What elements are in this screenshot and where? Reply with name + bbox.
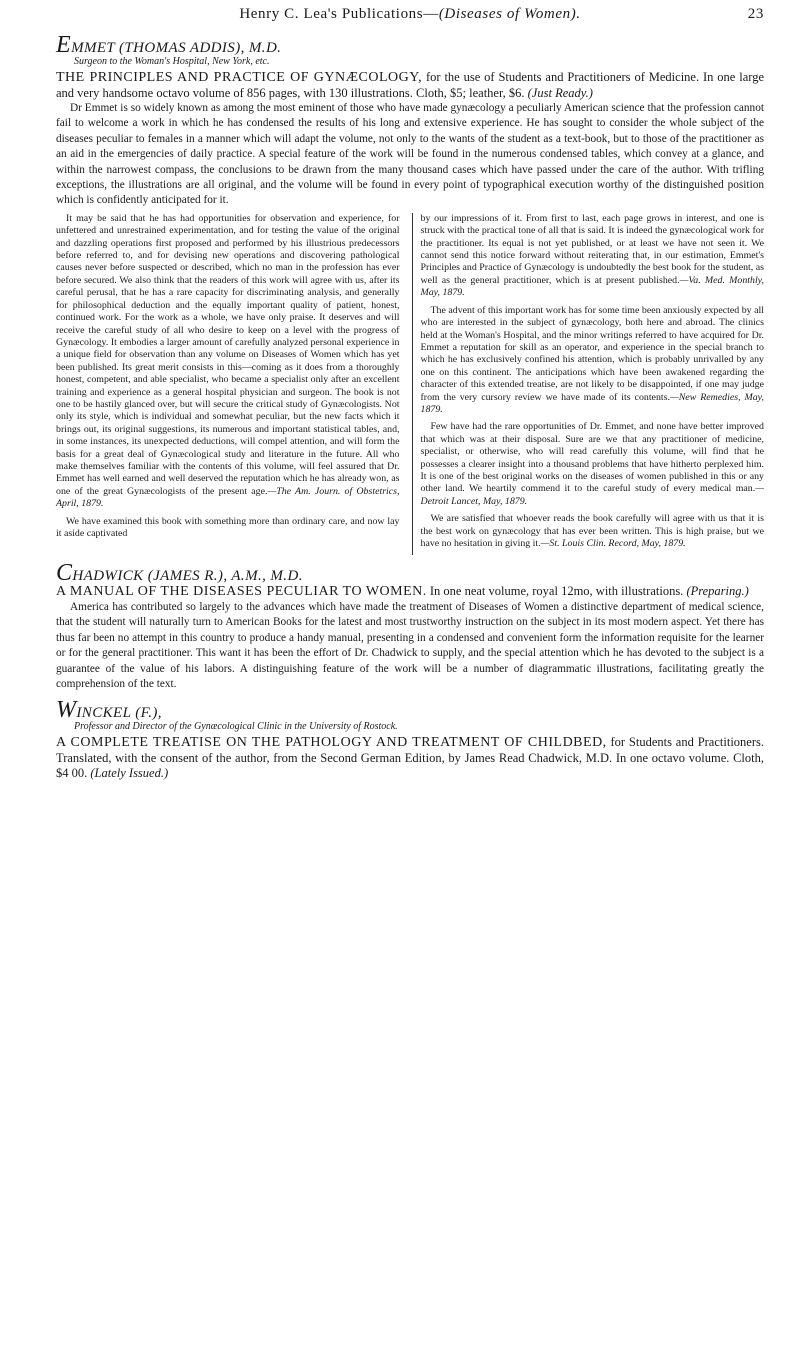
book-title: A COMPLETE TREATISE ON THE PATHOLOGY AND TREATMENT OF CHILDBED, bbox=[56, 735, 607, 751]
author-affiliation: Professor and Director of the Gynæcological Clinic in the University of Rostock. bbox=[74, 721, 398, 733]
review-text: The advent of this important work has for some time been anxiously expected by all who are interested in the subject of gynæcology, both here and abroad. The clinics held at the Woman's Hospital, and the minor writings referred to have acquired for Dr. Emmet a reputation for skill as an operator, and experience in the special branch to which he has exclusively confined his attention, which is probably unrivalled by any one on this continent. The anticipations which have been awakened regarding the character of this extended treatise, are not likely to be disappointed, if one may judge from the very cursory review we have made of its contents. bbox=[420, 304, 764, 403]
entry-emmet bbox=[56, 32, 764, 555]
reviews-columns bbox=[56, 213, 764, 556]
book-details: for Students and Practitioners. Translated, with the consent of the author, from the Second German Edition, by James Read Chadwick, M.D. In one octavo volume. Cloth, $4 00. bbox=[56, 735, 764, 781]
author-heading bbox=[56, 32, 764, 58]
review-text: It may be said that he has had opportunities for observation and experience, for unfettered and unrestrained experimentation, and for testing the value of the original and dazzling operations first proposed and performed by his illustrious predecessors before referred to, and for devising new operations and discovering pathological causes never before suspected or described, which no man in the profession has ever before secured. We also think that the readers of this work will agree with us, after its careful perusal, that he has a rare capacity for discriminating analysis, and generally for philosophical deduction and the equally important quality of patient, honest, continued work. For the work as a whole, we have only praise. It deserves and will receive the careful study of all who desire to keep on a level with the progress of Gynæcology. It embodies a larger amount of carefully analyzed personal experience in a unique field for observation than any volume on Diseases of Women which has yet been published. Its great merit consists in this—coming as it does from a thoroughly honest, competent, and able specialist, who became a specialist only after an excellent training and experience as a general hospital physician and surgeon. The book is not one to be hastily glanced over, but will secure the critical study of Gynæcologists. Not only its style, which is individual and somewhat peculiar, but the new facts which it brings out, its original suggestions, its numerous and important statistical tables, and, in some instances, its unexpected deductions, will compel attention, and will form the basis for a great deal of Gynæcological study and literature in the future. All who make themselves familiar with the contents of this volume, will feel assured that Dr. Emmet has well earned and well deserved the reputation which he has already won, as one of the great Gynæcologists of the present age. bbox=[56, 212, 400, 497]
book-description: America has contributed so largely to the advances which have made the treatment of Diseases of Women a distinctive department of medical science, that the student will naturally turn to American Books for the latest and most trustworthy instruction on the subject in its most modern aspect. Yet there has thus far been no attempt in this country to produce a handy manual, presenting in a condensed and convenient form the information requisite for the learner or for the general practitioner. This want it has been the effort of Dr. Chadwick to supply, and the special attention which he has devoted to the subject is a guarantee of the value of his labors. A distinguishing feature of the work will be a number of diagrammatic illustrations, facilitating greatly the comprehension of the text. bbox=[56, 600, 764, 690]
book-title-paragraph bbox=[56, 584, 764, 600]
review-source: —New Remedies, May, 1879. bbox=[420, 391, 764, 415]
author-heading bbox=[56, 560, 764, 587]
review-source: —The Am. Journ. of Obstetrics, April, 1879. bbox=[56, 485, 400, 510]
review-source: —Detroit Lancet, May, 1879. bbox=[420, 483, 764, 507]
book-title-paragraph bbox=[56, 735, 764, 782]
review-source: —St. Louis Clin. Record, May, 1879. bbox=[540, 538, 686, 549]
subject-heading: (Diseases of Women). bbox=[438, 6, 581, 22]
review-text: by our impressions of it. From first to last, each page grows in interest, and one is struck with the practical tone of all that is said. It is indeed the gynæcological work for the practitioner. Its equal is not yet published, or at least we have not seen it. We cannot send this notice forward without reiterating that, in our estimation, Emmet's Principles and Practice of Gynæcology is undoubtedly the best book for the student, as well as the general practitioner, which is at present published. bbox=[420, 212, 764, 286]
author-name: HADWICK (JAMES R.), A.M., M.D. bbox=[72, 568, 303, 585]
review-text: Few have had the rare opportunities of Dr. Emmet, and none have better improved that which was at their disposal. Sure are we that any practitioner of medicine, specialist, or otherwise, who will read carefully this volume, will find that he possesses a clearer insight into a thousand problems that have hitherto perplexed him. It is one of the best original works on the diseases of women published in this or any other land. We heartily commend it to the careful study of every medical man. bbox=[420, 421, 764, 495]
availability-note: (Just Ready.) bbox=[527, 85, 593, 100]
author-dropcap: W bbox=[56, 697, 77, 724]
author-name: INCKEL (F.), bbox=[76, 705, 162, 722]
author-dropcap: C bbox=[56, 560, 73, 587]
book-title: A MANUAL OF THE DISEASES PECULIAR TO WOMEN. bbox=[56, 584, 427, 600]
review-source: —Va. Med. Monthly, May, 1879. bbox=[420, 274, 764, 299]
review-paragraph bbox=[56, 213, 400, 511]
author-dropcap: E bbox=[56, 32, 72, 58]
entry-winckel bbox=[56, 697, 764, 782]
running-head bbox=[56, 6, 764, 23]
book-details: for the use of Students and Practitioners of Medicine. In one large and very handsome octavo volume of 856 pages, with 130 illustrations. Cloth, $5; leather, $6. bbox=[56, 70, 764, 100]
author-name: MMET (THOMAS ADDIS), M.D. bbox=[71, 40, 282, 56]
review-paragraph bbox=[56, 516, 400, 541]
reviews-right-column bbox=[412, 213, 765, 556]
book-title-paragraph bbox=[56, 70, 764, 101]
page-number: 23 bbox=[747, 6, 764, 22]
review-text: We have examined this book with something more than ordinary care, and now lay it aside captivated bbox=[56, 515, 400, 539]
availability-note: (Lately Issued.) bbox=[90, 766, 169, 781]
review-paragraph bbox=[421, 213, 765, 300]
author-affiliation: Surgeon to the Woman's Hospital, New York, etc. bbox=[74, 56, 270, 67]
review-text: We are satisfied that whoever reads the book carefully will agree with us that it is the best work on gynæcology that has ever been written. This is high praise, but we have no hesitation in giving it. bbox=[420, 513, 764, 549]
book-title: THE PRINCIPLES AND PRACTICE OF GYNÆCOLOGY, bbox=[56, 70, 423, 85]
review-paragraph bbox=[421, 421, 765, 508]
availability-note: (Preparing.) bbox=[686, 584, 749, 599]
review-paragraph bbox=[421, 305, 765, 417]
book-details: In one neat volume, royal 12mo, with illustrations. bbox=[426, 584, 687, 599]
entry-chadwick bbox=[56, 560, 764, 692]
book-description: Dr Emmet is so widely known as among the most eminent of those who have made gynæcology a peculiarly American science that the profession cannot fail to welcome a work in which he has condensed the results of his long and extensive experience. He has sought to consider the whole subject of the diseases peculiar to females in a manner which will adapt the volume, not only to the wants of the student as a text-book, but to those of the practitioner as an aid in the emergencies of daily practice. A special feature of the work will be found in the numerous condensed tables, which convey at a glance, and within the narrowest compass, the conclusions to be drawn from the many thousand cases which have passed under the care of the author. With trifling exceptions, the illustrations are all original, and the volume will be found in every point of typographical execution worthy of the distinguished position which is confidently anticipated for it. bbox=[56, 102, 764, 207]
reviews-left-column bbox=[56, 213, 402, 556]
author-heading bbox=[56, 697, 764, 724]
publisher-heading: Henry C. Lea's Publications— bbox=[239, 6, 439, 22]
review-paragraph bbox=[421, 513, 765, 550]
